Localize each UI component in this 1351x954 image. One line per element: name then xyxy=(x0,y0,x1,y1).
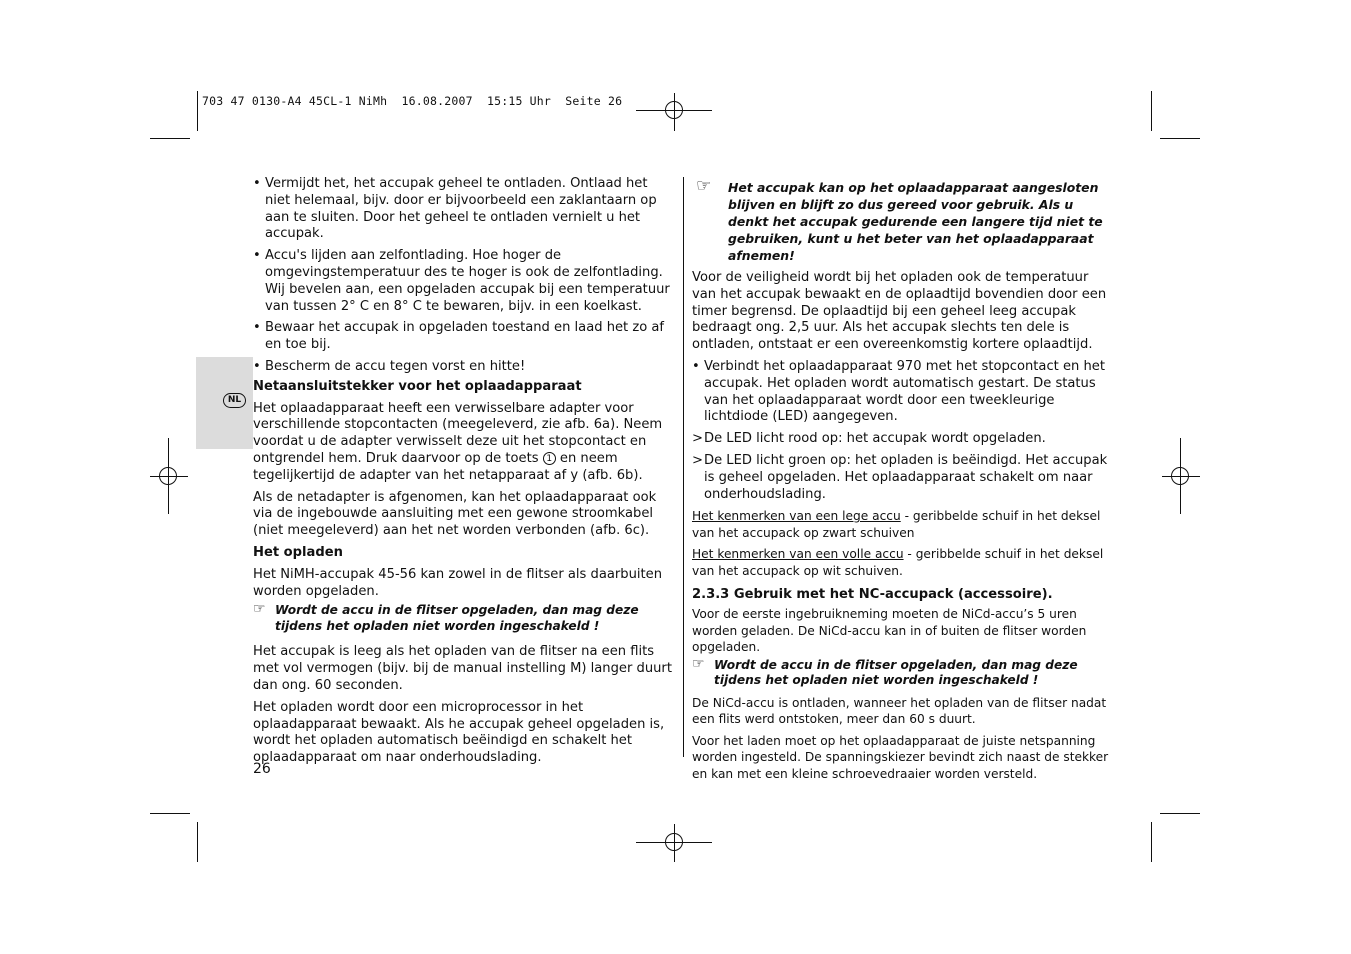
bullet-item: • Bescherm de accu tegen vorst en hitte! xyxy=(253,358,526,374)
print-slug: 703 47 0130-A4 45CL-1 NiMh 16.08.2007 15:15 Uhr Seite 26 xyxy=(202,94,623,108)
bullet-item: • Vermijdt het, het accupak geheel te ontladen. Ontlaad het niet helemaal, bijv. door er bijvoorbeeld een zaklantaarn op aan te sluiten. Door het geheel te ontladen vernielt u het accupak. xyxy=(253,176,657,242)
bullet-item: • Verbindt het oplaadapparaat 970 met het stopcontact en het accupak. Het opladen wordt automatisch gestart. De status van het oplaadapparaat wordt door een tweekleurige lichtdiode (LED) aangegeven. xyxy=(692,358,1105,425)
crop-mark xyxy=(197,91,198,131)
pointing-hand-icon: ☞ xyxy=(692,655,705,672)
paragraph: Het kenmerken van een lege accu - geribbelde schuif in het deksel van het accupack op zwart schuiven xyxy=(692,509,1101,540)
paragraph: Voor de eerste ingebruikneming moeten de NiCd-accu’s 5 uren worden geladen. De NiCd-accu kan in of buiten de flitser worden opgeladen. xyxy=(692,607,1087,655)
left-column xyxy=(253,176,675,772)
section-heading: Netaansluitstekker voor het oplaadapparaat xyxy=(253,378,582,394)
crop-mark xyxy=(1160,813,1200,814)
note: ☞ Wordt de accu in de flitser opgeladen, dan mag deze tijdens het opladen niet worden ingeschakeld ! xyxy=(253,601,639,633)
page-number: 26 xyxy=(253,761,271,777)
language-badge: NL xyxy=(223,393,246,408)
crop-mark xyxy=(150,813,190,814)
paragraph: Het accupak is leeg als het opladen van de flitser na een flits met vol vermogen (bijv. bij de manual instelling M) langer duurt dan ong. 60 seconden. xyxy=(253,644,672,693)
paragraph: Het opladen wordt door een microprocessor in het oplaadapparaat bewaakt. Als he accupak geheel opgeladen is, wordt het opladen automatisch beëindigd en schakelt het oplaadapparaat om naar onderhoudslading. xyxy=(253,699,665,766)
paragraph: Het oplaadapparaat heeft een verwisselbare adapter voor verschillende stopcontacten (meegeleverd, zie afb. 6a). Neem voordat u de adapter verwisselt deze uit het stopcontact en ontgrendel hem. Druk daarvoor op de toets 1 en neem tegelijkertijd de adapter van het netapparaat af y (afb. 6b). xyxy=(253,400,663,483)
bullet-item: • Bewaar het accupak in opgeladen toestand en laad het zo af en toe bij. xyxy=(253,320,665,353)
crop-mark xyxy=(1151,91,1152,131)
led-status: > De LED licht rood op: het accupak wordt opgeladen. xyxy=(692,431,1046,447)
paragraph: Het NiMH-accupak 45-56 kan zowel in de flitser als daarbuiten worden opgeladen. xyxy=(253,566,662,599)
crop-mark xyxy=(1151,822,1152,862)
crop-mark xyxy=(197,822,198,862)
column-divider xyxy=(683,177,684,757)
paragraph: Als de netadapter is afgenomen, kan het oplaadapparaat ook via de ingebouwde aansluiting met een gewone stroomkabel (niet meegeleverd) aan het net worden verbonden (afb. 6c). xyxy=(253,489,657,539)
crop-mark xyxy=(1160,138,1200,139)
paragraph: Voor het laden moet op het oplaadapparaat de juiste netspanning worden ingesteld. De spanningskiezer bevindt zich naast de stekker en kan met een kleine schroevedraaier worden versteld. xyxy=(692,733,1109,781)
note: ☞ Wordt de accu in de flitser opgeladen, dan mag deze tijdens het opladen niet worden ingeschakeld ! xyxy=(692,655,1078,688)
paragraph: De NiCd-accu is ontladen, wanneer het opladen van de flitser nadat een flits werd ontstoken, meer dan 60 s duurt. xyxy=(692,695,1107,727)
crop-mark xyxy=(150,138,190,139)
registration-circle xyxy=(1171,467,1189,485)
bullet-item: • Accu's lijden aan zelfontlading. Hoe hoger de omgevingstemperatuur des te hoger is ook de zelfontlading. Wij bevelen aan, een opgeladen accupak bij een temperatuur van tussen 2° C en 8° C te bewaren, bijv. in een koelkast. xyxy=(253,248,670,314)
note: ☞ Het accupak kan op het oplaadapparaat aangesloten blijven en blijft zo dus gereed voor gebruik. Als u denkt het accupak gedurende een langere tijd niet te gebruiken, kunt u het beter van het oplaadapparaat afnemen! xyxy=(696,176,1103,263)
led-status: > De LED licht groen op: het opladen is beëindigd. Het accupak is geheel opgeladen. Het oplaadapparaat schakelt om naar onderhoudslading. xyxy=(692,452,1108,502)
registration-circle xyxy=(665,101,683,119)
right-column xyxy=(692,176,1116,787)
pointing-hand-icon: ☞ xyxy=(696,176,712,196)
registration-circle xyxy=(665,833,683,851)
button-number-badge: 1 xyxy=(543,452,556,465)
section-heading: 2.3.3 Gebruik met het NC-accupack (accessoire). xyxy=(692,587,1053,603)
pointing-hand-icon: ☞ xyxy=(253,601,266,618)
paragraph: Voor de veiligheid wordt bij het opladen ook de temperatuur van het accupak bewaakt en de oplaadtijd bovendien door een timer begrensd. De oplaadtijd bij een geheel leeg accupak bedraagt ong. 2,5 uur. Als het accupak slechts ten dele is ontladen, ontstaat er een overeenkomstig kortere oplaadtijd. xyxy=(692,270,1107,353)
registration-circle xyxy=(159,467,177,485)
section-heading: Het opladen xyxy=(253,544,343,560)
paragraph: Het kenmerken van een volle accu - geribbelde schuif in het deksel van het accupack op wit schuiven. xyxy=(692,547,1104,578)
